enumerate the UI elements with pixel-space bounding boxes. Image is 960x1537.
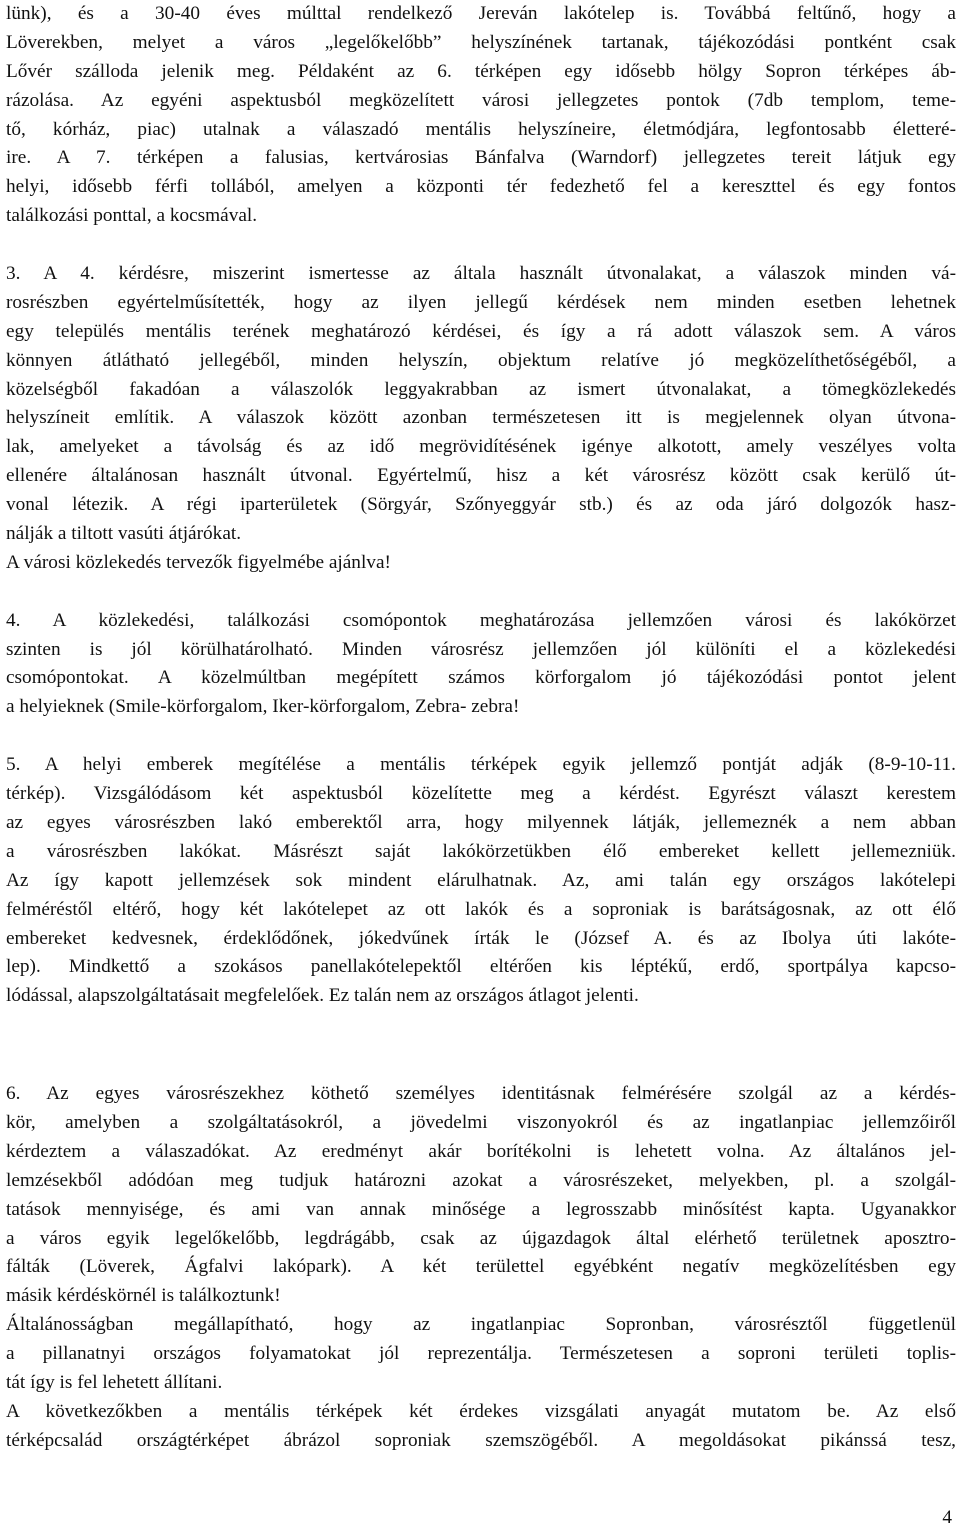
text-line: a városrészben lakókat. Másrészt saját lakókörzetükben élő embereket kellett jellemezniük. [6,840,956,862]
text-line: kérdeztem a válaszadókat. Az eredményt akár borítékolni is lehetett volna. Az általános jel- [6,1140,956,1162]
text-line: csomópontokat. A közelmúltban megépített számos körforgalom jó tájékozódási pontot jelent [6,667,956,689]
text-line: lódással, alapszolgáltatásait megfelelőek. Ez talán nem az országos átlagot jelenti. [6,985,639,1007]
text-line: a város egyik legelőkelőbb, legdrágább, csak az újgazdagok által elérhető területnek aposztro- [6,1227,956,1249]
text-line: nálják a tiltott vasúti átjárókat. [6,523,242,545]
text-line: 4. A közlekedési, találkozási csomópontok meghatározása jellemzően városi és lakókörzet [6,609,956,631]
paragraph-section-6 [6,1080,956,1311]
text-line: tát így is fel lehetett állítani. [6,1371,223,1393]
text-line: térképcsalád országtérképet ábrázol soproniak szemszögéből. A megoldásokat pikánssá tesz, [6,1429,956,1451]
text-line: szinten is jól körülhatárolható. Minden városrész jellemzően jól különíti el a közlekedési [6,638,956,660]
paragraph-general [6,1311,956,1398]
text-line: az egyes városrészben lakó emberektől arra, hogy milyennek látják, jellemeznék a nem abban [6,811,956,833]
text-line: egy település mentális terének meghatározó kérdései, és így a rá adott válaszok sem. A város [6,320,956,342]
document-page [6,0,956,1456]
paragraph-intro [6,0,956,231]
text-line: rosrészben egyértelműsítették, hogy az ilyen jellegű kérdések nem minden esetben lehetnek [6,291,956,313]
text-line: másik kérdéskörnél is találkoztunk! [6,1285,281,1307]
paragraph-section-5 [6,751,956,1011]
text-line: fálták (Löverek, Ágfalvi lakópark). A két területtel egyébként negatív megközelítésben egy [6,1256,956,1278]
text-line: vonal létezik. A régi iparterületek (Sörgyár, Szőnyeggyár stb.) és az oda járó dolgozók hasz- [6,494,956,516]
text-line: 5. A helyi emberek megítélése a mentális térképek egyik jellemző pontját adják (8-9-10-11. [6,754,956,776]
text-line: helyi, idősebb férfi tollából, amelyen a központi tér fedezhető fel a kereszttel és egy fontos [6,176,956,198]
paragraph-next [6,1398,956,1456]
text-line: találkozási ponttal, a kocsmával. [6,205,258,227]
text-line: lemzésekből adódóan meg tudjuk határozni azokat a városrészeket, melyekben, pl. a szolgál- [6,1169,956,1191]
paragraph-gap [6,722,956,751]
text-line: Általánosságban megállapítható, hogy az ingatlanpiac Sopronban, városrésztől függetlenül [6,1314,956,1336]
text-line: ellenére általánosan használt útvonal. Egyértelmű, hisz a két városrész között csak kerülő út- [6,465,956,487]
text-line: a helyieknek (Smile-körforgalom, Iker-körforgalom, Zebra- zebra! [6,696,520,718]
text-line: embereket kedvesnek, érdeklődőnek, jókedvűnek írták le (József A. és az Ibolya úti lakóte- [6,927,956,949]
text-line: Löverekben, melyet a város „legelőkelőbb” helyszínének tartanak, tájékozódási pontként csak [6,31,956,53]
text-line: tatások mennyisége, és ami van annak minősége a legrosszabb minősítést kapta. Ugyanakkor [6,1198,956,1220]
text-line: lünk), és a 30-40 éves múlttal rendelkező Jereván lakótelep is. Továbbá feltűnő, hogy a [6,3,956,24]
text-line: lak, amelyeket a távolság és az idő megrövidítésének igénye alkotott, amely veszélyes volta [6,436,956,458]
text-line: lep). Mindkettő a szokásos panellakótelepektől eltérően kis léptékű, erdő, sportpálya kapcso- [6,956,956,978]
paragraph-gap [6,578,956,607]
text-line: A következőkben a mentális térképek két érdekes vizsgálati anyagát mutatom be. Az első [6,1400,956,1422]
text-line: könnyen átlátható jellegéből, minden helyszín, objektum relatíve jó megközelíthetőségéből, a [6,349,956,371]
text-line: 3. A 4. kérdésre, miszerint ismertesse az általa használt útvonalakat, a válaszok minden vá- [6,263,956,285]
text-line: kör, amelyben a szolgáltatásokról, a jövedelmi viszonyokról és az ingatlanpiac jellemzőiről [6,1111,956,1133]
text-line: felméréstől eltérő, hogy két lakótelepet az ott lakók és a soproniak is barátságosnak, az ott élő [6,898,956,920]
paragraph-gap [6,1040,956,1080]
text-line: tő, kórház, piac) utalnak a válaszadó mentális helyszíneire, életmódjára, legfontosabb életteré- [6,118,956,140]
text-line: 6. Az egyes városrészekhez köthető személyes identitásnak felmérésére szolgál az a kérdés- [6,1083,956,1105]
text-line: Az így kapott jellemzések sok mindent elárulhatnak. Az, ami talán egy országos lakótelepi [6,869,956,891]
text-line: közelségből fakadóan a válaszolók leggyakrabban az ismert útvonalakat, a tömegközlekedés [6,378,956,400]
text-line: A városi közlekedés tervezők figyelmébe ajánlva! [6,551,391,573]
paragraph-gap [6,231,956,260]
paragraph-section-3 [6,260,956,578]
paragraph-section-4 [6,607,956,723]
text-line: ire. A 7. térképen a falusias, kertvárosias Bánfalva (Warndorf) jellegzetes tereit látjuk egy [6,147,956,169]
text-line: rázolása. Az egyéni aspektusból megközelített városi jellegzetes pontok (7db templom, teme- [6,89,956,111]
text-line: helyszíneit említik. A válaszok között azonban természetesen itt is megjelennek olyan útvona- [6,407,956,429]
page-number: 4 [942,1507,952,1528]
text-line: Lővér szálloda jelenik meg. Példaként az 6. térképen egy idősebb hölgy Sopron térképes áb- [6,60,956,82]
text-line: térkép). Vizsgálódásom két aspektusból közelítette meg a kérdést. Egyrészt választ kerestem [6,783,956,805]
paragraph-gap [6,1011,956,1040]
text-line: a pillanatnyi országos folyamatokat jól reprezentálja. Természetesen a soproni területi toplis- [6,1343,956,1365]
